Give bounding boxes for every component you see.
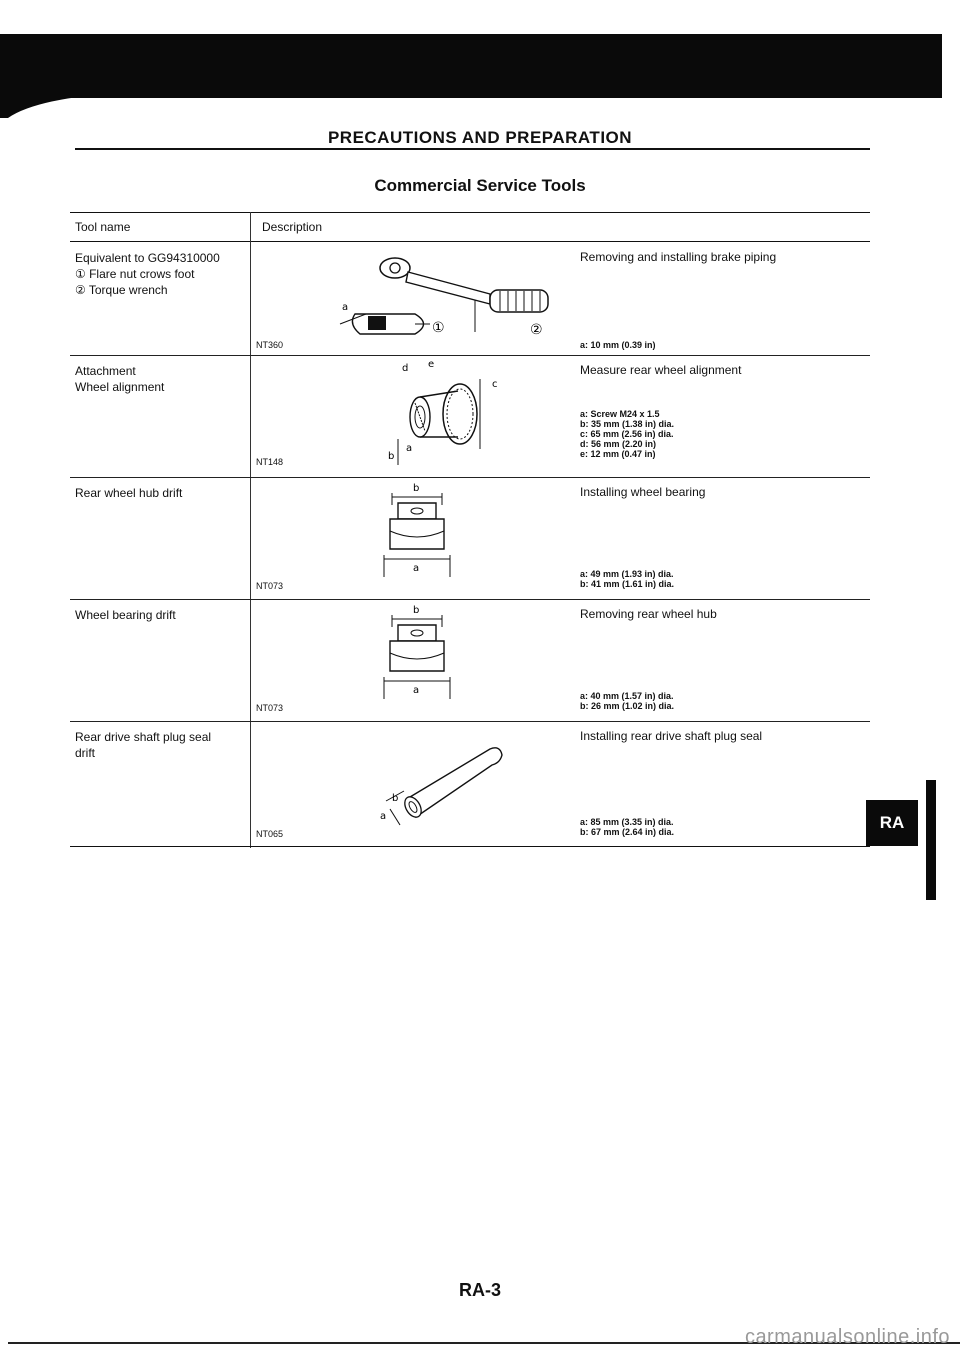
svg-text:a: a bbox=[342, 302, 349, 313]
header-black-bar bbox=[0, 34, 942, 98]
table-row bbox=[70, 477, 870, 600]
svg-text:c: c bbox=[492, 379, 498, 390]
tool-name-line: Wheel alignment bbox=[75, 380, 165, 394]
tool-name bbox=[75, 729, 247, 761]
tool-description: Removing and installing brake piping bbox=[580, 250, 777, 264]
svg-text:①: ① bbox=[432, 320, 445, 336]
tool-name-line: Equivalent to GG94310000 bbox=[75, 251, 220, 265]
tool-name-line: Rear wheel hub drift bbox=[75, 486, 183, 500]
spec-line: a: 10 mm (0.39 in) bbox=[580, 340, 656, 350]
page-subtitle: Commercial Service Tools bbox=[374, 176, 586, 195]
title-rule bbox=[75, 148, 870, 150]
svg-text:a: a bbox=[406, 443, 413, 454]
table-row bbox=[70, 242, 870, 356]
figure-code: NT148 bbox=[256, 457, 284, 467]
side-tab-bar bbox=[926, 780, 936, 900]
figure-code: NT360 bbox=[256, 340, 284, 350]
tool-name-line: ② Torque wrench bbox=[75, 283, 168, 297]
tool-name bbox=[75, 250, 247, 298]
spec-line: c: 65 mm (2.56 in) dia. bbox=[580, 429, 674, 439]
svg-text:a: a bbox=[413, 685, 420, 696]
spec-line: a: 85 mm (3.35 in) dia. bbox=[580, 817, 674, 827]
tool-name bbox=[75, 485, 247, 501]
tool-specs bbox=[580, 691, 674, 711]
page-number: RA-3 bbox=[458, 1280, 501, 1300]
spec-line: a: Screw M24 x 1.5 bbox=[580, 409, 660, 419]
hub-drift-illustration bbox=[320, 479, 520, 579]
section-tab-ra: RA bbox=[866, 800, 918, 846]
section-title: PRECAUTIONS AND PREPARATION bbox=[327, 128, 633, 147]
tool-name-line: Rear drive shaft plug seal bbox=[75, 730, 212, 744]
spec-line: a: 40 mm (1.57 in) dia. bbox=[580, 691, 674, 701]
spec-line: a: 49 mm (1.93 in) dia. bbox=[580, 569, 674, 579]
spec-line: b: 41 mm (1.61 in) dia. bbox=[580, 579, 675, 589]
tool-name bbox=[75, 607, 247, 623]
svg-text:b: b bbox=[413, 605, 420, 616]
table-row bbox=[70, 355, 870, 478]
column-header-description: Description bbox=[262, 220, 323, 234]
tool-specs bbox=[580, 817, 674, 837]
svg-text:e: e bbox=[428, 359, 435, 370]
table-row bbox=[70, 721, 870, 847]
tool-name-line: ① Flare nut crows foot bbox=[75, 267, 195, 281]
svg-text:b: b bbox=[392, 793, 399, 804]
torque-wrench-illustration bbox=[320, 252, 560, 347]
svg-text:d: d bbox=[402, 363, 409, 374]
tool-name-line: Wheel bearing drift bbox=[75, 608, 176, 622]
tool-specs bbox=[580, 569, 674, 589]
tool-name-line: drift bbox=[75, 746, 96, 760]
svg-text:b: b bbox=[388, 451, 395, 462]
tool-description: Installing wheel bearing bbox=[580, 485, 706, 499]
column-header-tool-name: Tool name bbox=[75, 220, 131, 234]
spec-line: e: 12 mm (0.47 in) bbox=[580, 449, 656, 459]
tool-name-line: Attachment bbox=[75, 364, 136, 378]
table-header bbox=[70, 212, 870, 242]
table-row bbox=[70, 599, 870, 722]
svg-text:b: b bbox=[413, 483, 420, 494]
tool-specs bbox=[580, 340, 656, 350]
spec-line: b: 26 mm (1.02 in) dia. bbox=[580, 701, 675, 711]
tool-name bbox=[75, 363, 247, 395]
spec-line: d: 56 mm (2.20 in) bbox=[580, 439, 657, 449]
svg-text:a: a bbox=[380, 811, 387, 822]
tool-description: Removing rear wheel hub bbox=[580, 607, 717, 621]
watermark: carmanualsonline.info bbox=[744, 1326, 950, 1348]
svg-text:②: ② bbox=[530, 322, 543, 338]
tool-description: Installing rear drive shaft plug seal bbox=[580, 729, 763, 743]
tools-table bbox=[70, 212, 870, 848]
wheel-alignment-attachment-illustration bbox=[320, 359, 560, 471]
bearing-drift-illustration bbox=[320, 601, 520, 701]
figure-code: NT073 bbox=[256, 581, 284, 591]
figure-code: NT073 bbox=[256, 703, 284, 713]
tool-specs bbox=[580, 409, 674, 459]
tool-description: Measure rear wheel alignment bbox=[580, 363, 742, 377]
figure-code: NT065 bbox=[256, 829, 284, 839]
plug-seal-drift-illustration bbox=[320, 735, 540, 835]
spec-line: b: 67 mm (2.64 in) dia. bbox=[580, 827, 675, 837]
header-bar-hook bbox=[0, 92, 140, 118]
spec-line: b: 35 mm (1.38 in) dia. bbox=[580, 419, 675, 429]
svg-text:a: a bbox=[413, 563, 420, 574]
